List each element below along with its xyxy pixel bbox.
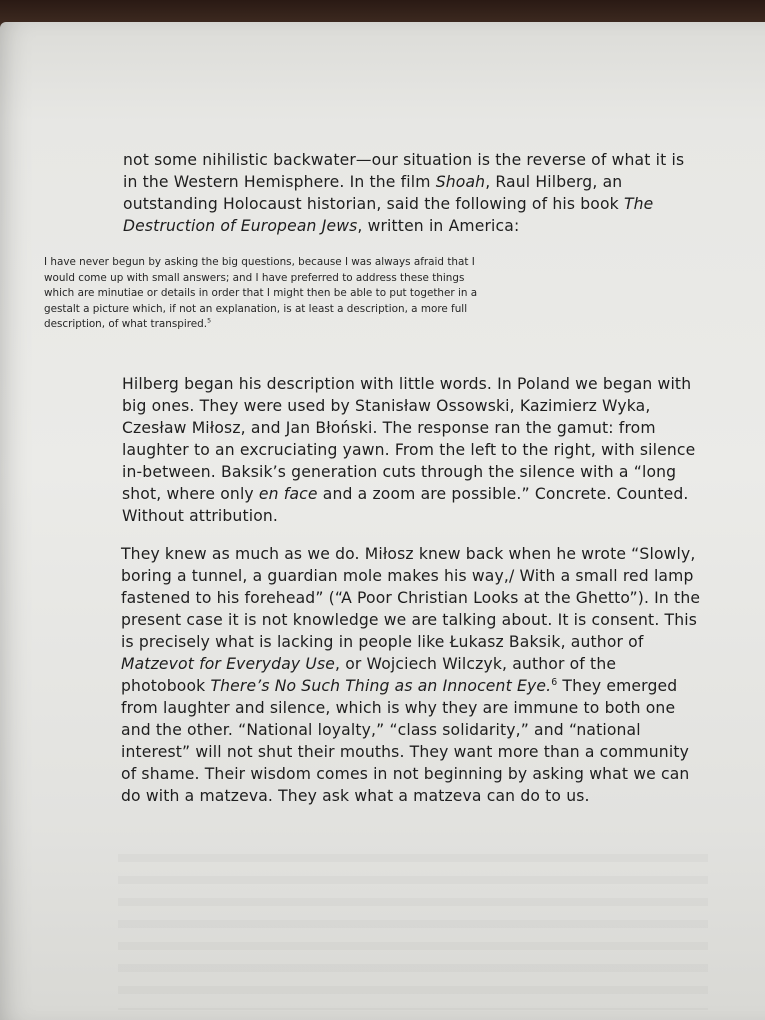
- paragraph-consent: [121, 543, 701, 807]
- footnote-marker-6: 6: [551, 676, 558, 688]
- book-page: [0, 22, 765, 1020]
- quote-text: I have never begun by asking the big questions, because I was always afraid that I would come up with small answers; and I have preferred to address these things which are minutiae or details in order that I might then be able to put together in a gestalt a picture which, if not an explanation, is at least a description, a more full description, of what transpired.: [44, 256, 478, 331]
- paragraph-hilberg-description: [122, 373, 697, 527]
- block-quote-hilberg: [44, 255, 484, 333]
- footnote-marker-5: 5: [207, 317, 212, 325]
- para2-text-2: and a zoom are possible.” Concrete. Counted. Without attribution.: [122, 485, 689, 525]
- film-title-shoah: Shoah: [435, 173, 486, 191]
- paragraph-intro: [123, 149, 695, 237]
- book-title-matzevot: Matzevot for Everyday Use: [121, 655, 335, 673]
- intro-text-3: , written in America:: [357, 217, 520, 235]
- show-through-text: [118, 840, 708, 1010]
- intro-text-1: not some nihilistic backwater—our situation is the reverse of what it is in the Western Hemisphere. In the film: [123, 151, 685, 191]
- para2-text-1: Hilberg began his description with little words. In Poland we began with big ones. They were used by Stanisław Ossowski, Kazimierz Wyka, Czesław Miłosz, and Jan Błoński. The response ran the gamut: from laughter to an excruciating yawn. From the left to the right, with silence in-between. Baksik’s generation cuts through the silence with a “long shot, where only: [122, 375, 696, 503]
- intro-text-2: , Raul Hilberg, an outstanding Holocaust historian, said the following of his book: [123, 173, 624, 213]
- book-title-innocent-eye: There’s No Such Thing as an Innocent Eye.: [210, 677, 552, 695]
- para3-text-3: They emerged from laughter and silence, which is why they are immune to both one and the other. “National loyalty,” “class solidarity,” and “national interest” will not shut their mouths. They want more than a community of shame. Their wisdom comes in not beginning by asking what we can do with a matzeva. They ask what a matzeva can do to us.: [121, 677, 690, 805]
- para3-text-1: They knew as much as we do. Miłosz knew back when he wrote “Slowly, boring a tunnel, a guardian mole makes his way,/ With a small red lamp fastened to his forehead” (“A Poor Christian Looks at the Ghetto”). In the present case it is not knowledge we are talking about. It is consent. This is precisely what is lacking in people like Łukasz Baksik, author of: [121, 545, 701, 651]
- term-en-face: en face: [258, 485, 318, 503]
- book-title-destruction: The Destruction of European Jews: [123, 195, 654, 235]
- para3-text-2: , or Wojciech Wilczyk, author of the photobook: [121, 655, 617, 695]
